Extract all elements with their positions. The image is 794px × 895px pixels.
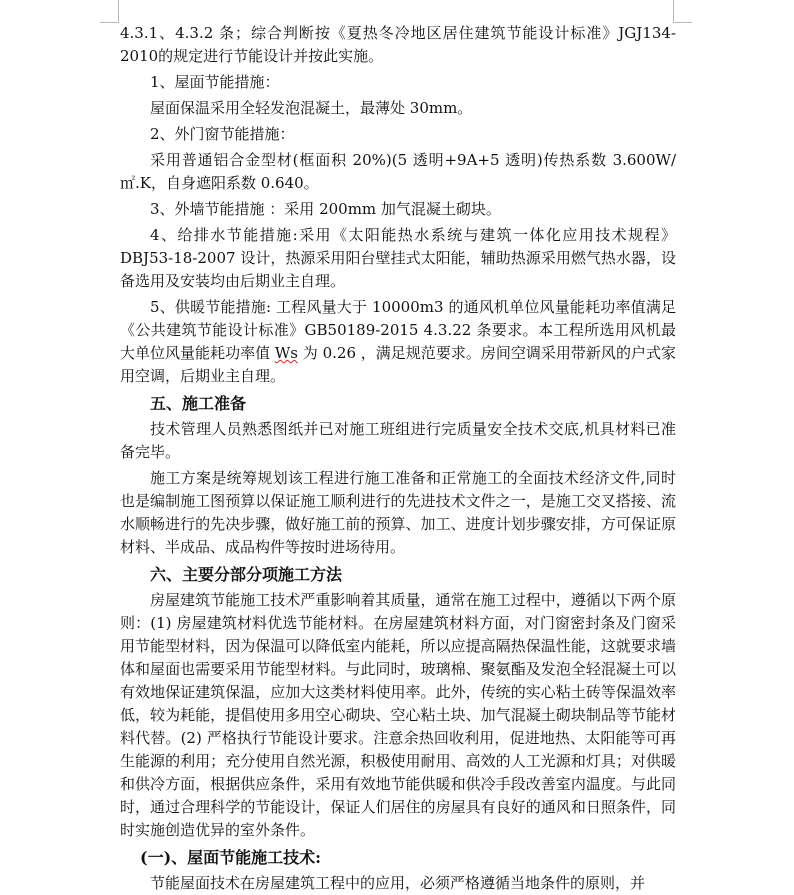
spellcheck-word-ws[interactable]: Ws — [274, 344, 299, 362]
crop-mark-top-right — [673, 0, 692, 23]
item-water-energy-saving: 4、给排水节能措施:采用《太阳能热水系统与建筑一体化应用技术规程》DBJ53-18-2007 设计，热源采用阳台壁挂式太阳能，辅助热源采用燃气热水器，设备选用及安装均由后期业主自理。 — [120, 226, 676, 290]
heating-text-part2: 为 0.26 ，满足规范要求。房间空调采用带新风的户式家用空调，后期业主自理。 — [120, 344, 676, 385]
item-roof-energy-saving: 1、屋面节能措施： — [150, 73, 280, 91]
item-wall-energy-saving: 3、外墙节能措施 ：采用 200mm 加气混凝土砌块。 — [150, 200, 501, 218]
paragraph-tech-briefing: 技术管理人员熟悉图纸并已对施工班组进行完质量安全技术交底,机具材料已准备完毕。 — [120, 420, 676, 461]
heating-text-part1: 5、供暖节能措施: 工程风量大于 10000m3 的通风机单位风量能耗功率值满足《公共建筑节能设计标准》GB50189-2015 4.3.22 条要求。本工程所选用风机最大单位风量能耗功率值 — [120, 298, 676, 362]
paragraph-roof-technique: 节能屋面技术在房屋建筑工程中的应用，必须严格遵循当地条件的原则，并 — [150, 874, 646, 892]
paragraph-construction-plan: 施工方案是统筹规划该工程进行施工准备和正常施工的全面技术经济文件,同时也是编制施工图预算以保证施工顺利进行的先进技术文件之一，是施工交叉搭接、流水顺畅进行的先决步骤，做好施工前的预算、加工、进度计划步骤安排，方可保证原材料、半成品、成品构件等按时进场待用。 — [120, 469, 676, 556]
subsection-heading-roof-technique: (一)、屋面节能施工技术: — [140, 848, 322, 867]
item-window-energy-saving: 2、外门窗节能措施： — [150, 125, 295, 143]
crop-mark-top-left — [100, 0, 119, 23]
item-heating-energy-saving — [120, 296, 676, 388]
section-heading-construction-methods: 六、主要分部分项施工方法 — [150, 565, 343, 584]
paragraph-roof-insulation: 屋面保温采用全轻发泡混凝土，最薄处 30mm。 — [150, 99, 473, 117]
section-heading-construction-prep: 五、施工准备 — [150, 394, 247, 413]
paragraph-window-spec: 采用普通铝合金型材(框面积 20%)(5 透明+9A+5 透明)传热系数 3.600W/㎡.K，自身遮阳系数 0.640。 — [120, 151, 676, 192]
paragraph-energy-saving-principles: 房屋建筑节能施工技术严重影响着其质量，通常在施工过程中，遵循以下两个原则：(1) 房屋建筑材料优选节能材料。在房屋建筑材料方面，对门窗密封条及门窗采用节能型材料，因为保温可以降低室内能耗，所以应提高隔热保温性能，这就要求墙体和屋面也需要采用节能型材料。与此同时，玻璃棉、聚氨酯及发泡全轻混凝土可以有效地保证建筑保温，应加大这类材料使用率。此外，传统的实心粘土砖等保温效率低，较为耗能，提倡使用多用空心砌块、空心粘土块、加气混凝土砌块制品等节能材料代替。(2) 严格执行节能设计要求。注意余热回收利用，促进地热、太阳能等可再生能源的利用；充分使用自然光源，积极使用耐用、高效的人工光源和灯具；对供暖和供冷方面，根据供应条件，采用有效地节能供暖和供冷手段改善室内温度。与此同时，通过合理科学的节能设计，保证人们居住的房屋具有良好的通风和日照条件，同时实施创造优异的室外条件。 — [120, 591, 676, 839]
document-body[interactable] — [120, 22, 676, 895]
paragraph-standard-reference: 4.3.1、4.3.2 条；综合判断按《夏热冬冷地区居住建筑节能设计标准》JGJ134-2010的规定进行节能设计并按此实施。 — [120, 24, 676, 65]
